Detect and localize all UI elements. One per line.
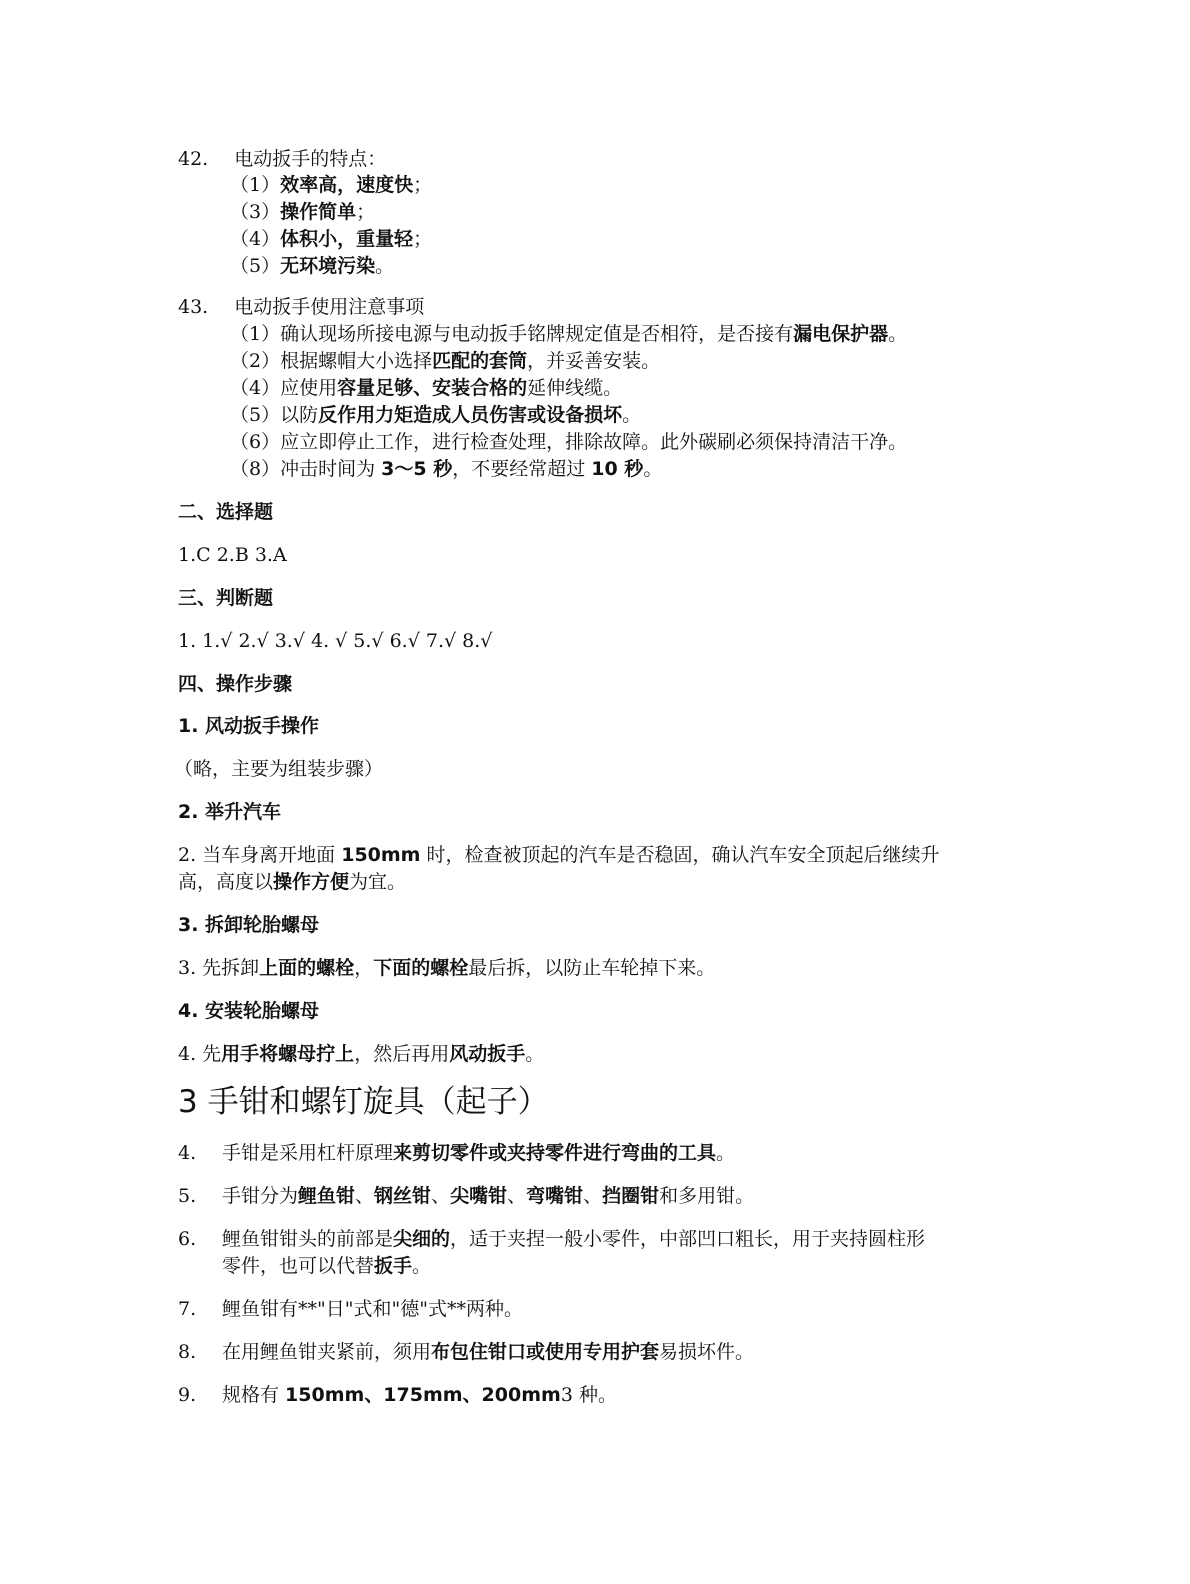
judge-answers: 1. 1.√ 2.√ 3.√ 4. √ 5.√ 6.√ 7.√ 8.√ bbox=[178, 630, 493, 652]
q43-title: 43. 电动扳手使用注意事项 bbox=[178, 296, 425, 318]
q43-item-2: （2）根据螺帽大小选择匹配的套筒，并妥善安装。 bbox=[230, 350, 661, 372]
q43-item-1: （1）确认现场所接电源与电动扳手铭牌规定值是否相符，是否接有漏电保护器。 bbox=[230, 323, 908, 345]
step-3-text: 3. 先拆卸上面的螺栓，下面的螺栓最后拆，以防止车轮掉下来。 bbox=[178, 957, 716, 979]
q43-item-6: （6）应立即停止工作，进行检查处理，排除故障。此外碳刷必须保持清洁干净。 bbox=[230, 431, 908, 453]
q4: 4. 手钳是采用杠杆原理来剪切零件或夹持零件进行弯曲的工具。 bbox=[178, 1142, 736, 1164]
q43-item-4: （4）应使用容量足够、安装合格的延伸线缆。 bbox=[230, 377, 623, 399]
q42-number: 42. bbox=[178, 148, 209, 170]
section-choice-heading: 二、选择题 bbox=[178, 501, 274, 523]
chapter-heading: 3 手钳和螺钉旋具（起子） bbox=[178, 1084, 549, 1120]
step-1-heading: 1. 风动扳手操作 bbox=[178, 715, 320, 737]
step-2-text-line1: 2. 当车身离开地面 150mm 时，检查被顶起的汽车是否稳固，确认汽车安全顶起后继续升 bbox=[178, 844, 940, 866]
step-2-text-line2: 高，高度以操作方便为宜。 bbox=[178, 871, 407, 893]
step-4-text: 4. 先用手将螺母拧上，然后再用风动扳手。 bbox=[178, 1043, 545, 1065]
step-4-heading: 4. 安装轮胎螺母 bbox=[178, 1000, 320, 1022]
step-3-heading: 3. 拆卸轮胎螺母 bbox=[178, 914, 320, 936]
q6-line1: 6. 鲤鱼钳钳头的前部是尖细的，适于夹捏一般小零件，中部凹口粗长，用于夹持圆柱形 bbox=[178, 1228, 926, 1250]
q42-item-1: （1）效率高，速度快； bbox=[230, 174, 433, 196]
choice-answers: 1.C 2.B 3.A bbox=[178, 544, 287, 566]
q5: 5. 手钳分为鲤鱼钳、钢丝钳、尖嘴钳、弯嘴钳、挡圈钳和多用钳。 bbox=[178, 1185, 755, 1207]
q43-item-8: （8）冲击时间为 3～5 秒，不要经常超过 10 秒。 bbox=[230, 458, 663, 480]
q42-item-4: （4）体积小，重量轻； bbox=[230, 228, 433, 250]
q43-item-5: （5）以防反作用力矩造成人员伤害或设备损坏。 bbox=[230, 404, 642, 426]
step-1-text: （略，主要为组装步骤） bbox=[174, 758, 384, 780]
q42-item-5: （5）无环境污染。 bbox=[230, 255, 395, 277]
q42-title: 42. 电动扳手的特点： bbox=[178, 148, 387, 170]
section-steps-heading: 四、操作步骤 bbox=[178, 673, 293, 695]
q43-number: 43. bbox=[178, 296, 209, 318]
q9: 9. 规格有 150mm、175mm、200mm3 种。 bbox=[178, 1384, 617, 1406]
section-judge-heading: 三、判断题 bbox=[178, 587, 274, 609]
q7: 7. 鲤鱼钳有**"日"式和"德"式**两种。 bbox=[178, 1298, 523, 1320]
q8: 8. 在用鲤鱼钳夹紧前，须用布包住钳口或使用专用护套易损坏件。 bbox=[178, 1341, 755, 1363]
q6-line2: 零件，也可以代替扳手。 bbox=[222, 1255, 432, 1277]
q42-item-3: （3）操作简单； bbox=[230, 201, 376, 223]
step-2-heading: 2. 举升汽车 bbox=[178, 801, 282, 823]
